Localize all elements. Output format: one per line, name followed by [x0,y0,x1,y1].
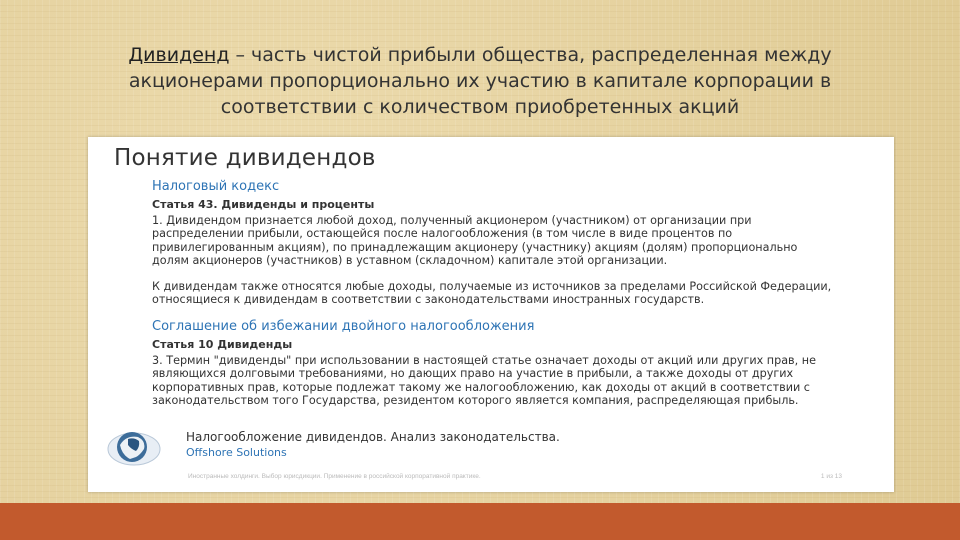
article-10-paragraph-3: 3. Термин "дивиденды" при использовании в настоящей статье означает доходы от акций или других прав, не являющихся долговыми требованиями, но дающих право на участие в прибыли, а также доходы от других корпоративных прав, которые подлежат такому же налогообложению, как доходы от акций в соответствии с законодательством того Государства, резидентом которого является компания, распределяющая прибыль. [152,354,816,407]
page-number: 1 из 13 [820,473,842,480]
globe-head-logo-icon [106,425,164,469]
article-43-heading: Статья 43. Дивиденды и проценты [152,198,375,211]
bottom-accent-bar [0,503,960,540]
article-43-paragraph-2: К дивидендам также относятся любые доходы, получаемые из источников за пределами Российской Федерации, относящиеся к дивидендам в соответствии с законодательствами иностранных государств. [152,280,832,307]
heading-definition: – часть чистой прибыли общества, распределенная между акционерами пропорционально их участию в капитале корпорации в соответствии с количеством приобретенных акций [128,44,832,118]
article-10-heading: Статья 10 Дивиденды [152,338,293,351]
footer-brand: Offshore Solutions [186,446,287,459]
heading-term: Дивиденд [128,44,230,66]
footer-title: Налогообложение дивидендов. Анализ законодательства. [186,430,560,444]
document-title: Понятие дивидендов [114,145,376,171]
article-43-paragraph-1: 1. Дивидендом признается любой доход, полученный акционером (участником) от организации при распределении прибыли, остающейся после налогообложения (в том числе в виде процентов по привилегированным акциям), по принадлежащим акционеру (участнику) акциям (долям) пропорционально долям акционеров (участников) в уставном (складочном) капитале этой организации. [152,214,798,267]
document-image [88,137,894,492]
section-heading-tax-code: Налоговый кодекс [152,179,280,194]
footer-caption: Иностранные холдинги. Выбор юрисдикции. Применение в российской корпоративной практике. [188,473,481,480]
slide-heading [120,42,840,120]
section-heading-treaty: Соглашение об избежании двойного налогообложения [152,319,535,334]
